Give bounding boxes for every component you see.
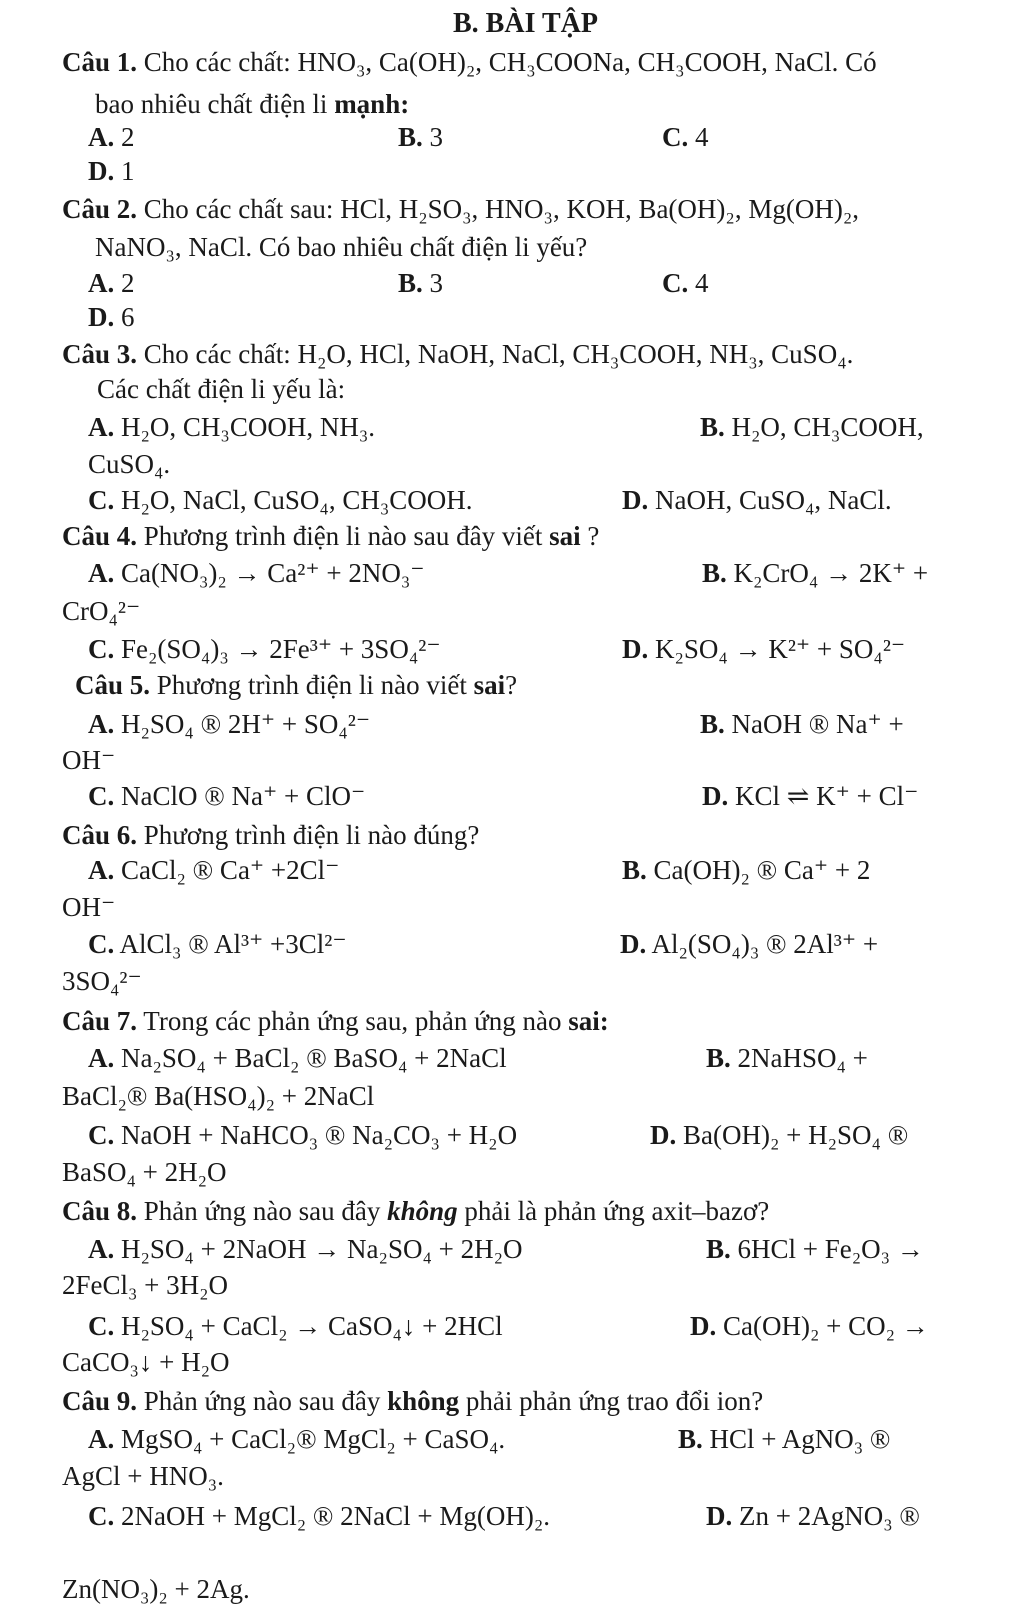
q3-option-c: C. H₂O, NaCl, CuSO₄, CH₃COOH. bbox=[88, 485, 473, 515]
q6-option-b-cont: OH⁻ bbox=[62, 892, 116, 922]
q9-option-c: C. 2NaOH + MgCl₂ ® 2NaCl + Mg(OH)₂. bbox=[88, 1501, 551, 1531]
q2-option-c: C. 4 bbox=[662, 268, 709, 298]
question-3-stem: Câu 3. Cho các chất: H₂O, HCl, NaOH, NaCl, CH₃COOH, NH₃, CuSO₄. bbox=[62, 339, 854, 369]
q7-option-d-cont: BaSO₄ + 2H₂O bbox=[62, 1157, 227, 1187]
q8-option-c: C. H₂SO₄ + CaCl₂ → CaSO₄↓ + 2HCl bbox=[88, 1311, 503, 1341]
question-2-stem-line2: NaNO₃, NaCl. Có bao nhiêu chất điện li yếu? bbox=[95, 232, 588, 262]
q7-option-b: B. 2NaHSO₄ + bbox=[706, 1043, 868, 1073]
q9-option-b: B. HCl + AgNO₃ ® bbox=[678, 1424, 891, 1454]
q2-option-d: D. 6 bbox=[88, 302, 135, 332]
q2-option-b: B. 3 bbox=[398, 268, 444, 298]
q3-option-b-cont: CuSO₄. bbox=[88, 449, 171, 479]
q9-option-b-cont: AgCl + HNO₃. bbox=[62, 1461, 224, 1491]
q6-option-c: C. AlCl₃ ® Al³⁺ +3Cl²⁻ bbox=[88, 929, 347, 959]
q9-option-d-cont: Zn(NO₃)₂ + 2Ag. bbox=[62, 1574, 250, 1604]
question-label: Câu 8. bbox=[62, 1196, 138, 1226]
question-6-stem: Câu 6. Phương trình điện li nào đúng? bbox=[62, 820, 480, 850]
section-title: B. BÀI TẬP bbox=[453, 8, 598, 39]
question-label: Câu 3. bbox=[62, 339, 138, 369]
q8-option-a: A. H₂SO₄ + 2NaOH → Na₂SO₄ + 2H₂O bbox=[88, 1234, 523, 1264]
question-label: Câu 7. bbox=[62, 1006, 138, 1036]
q9-option-d: D. Zn + 2AgNO₃ ® bbox=[706, 1501, 920, 1531]
q6-option-d: D. Al₂(SO₄)₃ ® 2Al³⁺ + bbox=[620, 929, 879, 959]
q4-option-b-cont: CrO₄²⁻ bbox=[62, 596, 141, 626]
q2-option-a: A. 2 bbox=[88, 268, 135, 298]
q3-option-a: A. H₂O, CH₃COOH, NH₃. bbox=[88, 412, 375, 442]
q5-option-b-cont: OH⁻ bbox=[62, 745, 116, 775]
q4-option-a: A. Ca(NO₃)₂ → Ca²⁺ + 2NO₃⁻ bbox=[88, 558, 425, 588]
q6-option-d-cont: 3SO₄²⁻ bbox=[62, 966, 142, 996]
q4-option-d: D. K₂SO₄ → K²⁺ + SO₄²⁻ bbox=[622, 634, 906, 664]
q7-option-c: C. NaOH + NaHCO₃ ® Na₂CO₃ + H₂O bbox=[88, 1120, 518, 1150]
q5-option-a: A. H₂SO₄ ® 2H⁺ + SO₄²⁻ bbox=[88, 709, 371, 739]
question-label: Câu 9. bbox=[62, 1386, 138, 1416]
q5-option-b: B. NaOH ® Na⁺ + bbox=[700, 709, 904, 739]
q7-option-a: A. Na₂SO₄ + BaCl₂ ® BaSO₄ + 2NaCl bbox=[88, 1043, 507, 1073]
q5-option-c: C. NaClO ® Na⁺ + ClO⁻ bbox=[88, 781, 366, 811]
q8-option-b-cont: 2FeCl₃ + 3H₂O bbox=[62, 1270, 229, 1300]
q4-option-c: C. Fe₂(SO₄)₃ → 2Fe³⁺ + 3SO₄²⁻ bbox=[88, 634, 441, 664]
q1-option-c: C. 4 bbox=[662, 122, 709, 152]
question-2-stem: Câu 2. Cho các chất sau: HCl, H₂SO₃, HNO₃, KOH, Ba(OH)₂, Mg(OH)₂, bbox=[62, 194, 859, 224]
q4-option-b: B. K₂CrO₄ → 2K⁺ + bbox=[702, 558, 929, 588]
q6-option-a: A. CaCl₂ ® Ca⁺ +2Cl⁻ bbox=[88, 855, 340, 885]
question-9-stem: Câu 9. Phản ứng nào sau đây không phải phản ứng trao đổi ion? bbox=[62, 1386, 764, 1416]
question-4-stem: Câu 4. Phương trình điện li nào sau đây viết sai ? bbox=[62, 521, 600, 551]
q3-option-d: D. NaOH, CuSO₄, NaCl. bbox=[622, 485, 892, 515]
q1-option-b: B. 3 bbox=[398, 122, 444, 152]
q8-option-d-cont: CaCO₃↓ + H₂O bbox=[62, 1347, 230, 1377]
question-1-stem-line2: bao nhiêu chất điện li mạnh: bbox=[95, 89, 410, 119]
q5-option-d: D. KCl ⇌ K⁺ + Cl⁻ bbox=[702, 781, 919, 811]
q1-option-d: D. 1 bbox=[88, 156, 135, 186]
q7-option-b-cont: BaCl₂® Ba(HSO₄)₂ + 2NaCl bbox=[62, 1081, 375, 1111]
question-7-stem: Câu 7. Trong các phản ứng sau, phản ứng nào sai: bbox=[62, 1006, 609, 1036]
q6-option-b: B. Ca(OH)₂ ® Ca⁺ + 2 bbox=[622, 855, 871, 885]
q1-option-a: A. 2 bbox=[88, 122, 135, 152]
q3-option-b: B. H₂O, CH₃COOH, bbox=[700, 412, 924, 442]
question-label: Câu 1. bbox=[62, 47, 138, 77]
q7-option-d: D. Ba(OH)₂ + H₂SO₄ ® bbox=[650, 1120, 909, 1150]
question-8-stem: Câu 8. Phản ứng nào sau đây không phải là phản ứng axit–bazơ? bbox=[62, 1196, 770, 1226]
question-label: Câu 2. bbox=[62, 194, 138, 224]
question-label: Câu 5. bbox=[75, 670, 151, 700]
q8-option-b: B. 6HCl + Fe₂O₃ → bbox=[706, 1234, 924, 1264]
question-label: Câu 4. bbox=[62, 521, 138, 551]
question-label: Câu 6. bbox=[62, 820, 138, 850]
q8-option-d: D. Ca(OH)₂ + CO₂ → bbox=[690, 1311, 929, 1341]
question-3-stem-line2: Các chất điện li yếu là: bbox=[97, 374, 346, 404]
question-1-stem: Câu 1. Cho các chất: HNO₃, Ca(OH)₂, CH₃COONa, CH₃COOH, NaCl. Có bbox=[62, 47, 877, 77]
q9-option-a: A. MgSO₄ + CaCl₂® MgCl₂ + CaSO₄. bbox=[88, 1424, 506, 1454]
question-5-stem: Câu 5. Phương trình điện li nào viết sai? bbox=[75, 670, 518, 700]
